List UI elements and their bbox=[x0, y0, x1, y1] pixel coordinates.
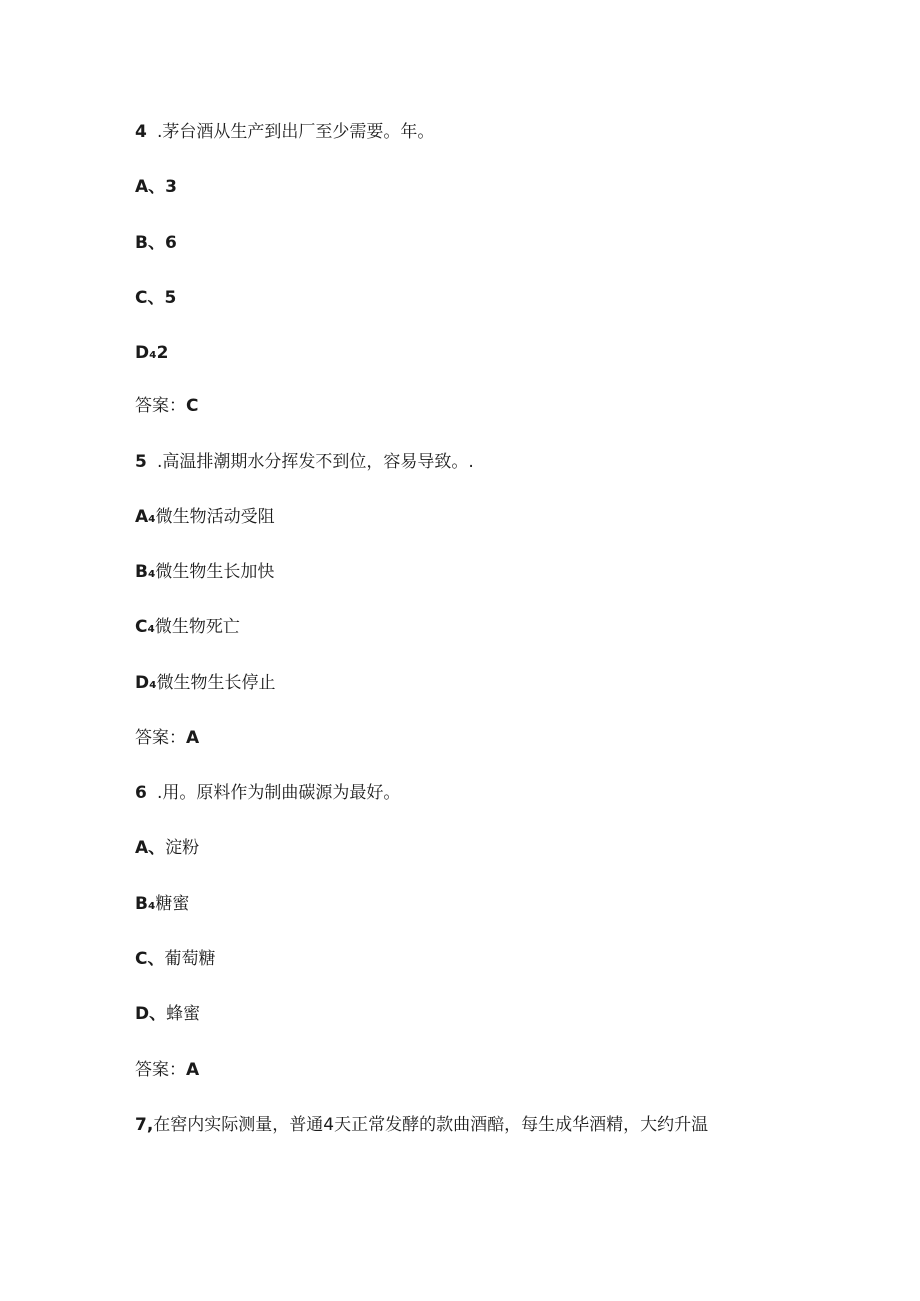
option-a bbox=[135, 176, 177, 198]
option-label: A、 bbox=[135, 177, 166, 197]
option-label: B、 bbox=[135, 233, 165, 253]
option-label: A、 bbox=[135, 838, 166, 858]
option-text: 5 bbox=[164, 288, 177, 308]
answer-line bbox=[135, 727, 199, 749]
question-text: 在窖内实际测量，普通4天正常发酵的款曲酒醅，每生成华酒精，大约升温 bbox=[153, 1115, 709, 1135]
option-text: 微生物活动受阻 bbox=[155, 507, 275, 527]
answer-value: A bbox=[186, 728, 200, 748]
option-label: D₄ bbox=[135, 673, 157, 693]
option-text: 糖蜜 bbox=[155, 894, 190, 914]
option-c bbox=[135, 948, 215, 970]
question-4 bbox=[135, 121, 434, 143]
option-b bbox=[135, 232, 177, 254]
question-5 bbox=[135, 451, 474, 473]
answer-value: C bbox=[186, 396, 199, 416]
option-d bbox=[135, 672, 276, 694]
option-text: 葡萄糖 bbox=[164, 949, 216, 969]
option-text: 微生物生长加快 bbox=[155, 562, 275, 582]
answer-line bbox=[135, 395, 198, 417]
question-number: 4 bbox=[135, 122, 147, 142]
question-text: .高温排潮期水分挥发不到位，容易导致。. bbox=[157, 452, 474, 472]
option-label: A₄ bbox=[135, 507, 156, 527]
option-label: D₄ bbox=[135, 343, 157, 363]
question-text: .用。原料作为制曲碳源为最好。 bbox=[157, 783, 401, 803]
question-number: 6 bbox=[135, 783, 147, 803]
answer-label: 答案： bbox=[135, 396, 186, 416]
option-c bbox=[135, 616, 240, 638]
option-c bbox=[135, 287, 176, 309]
question-7 bbox=[135, 1114, 708, 1136]
option-b bbox=[135, 561, 274, 583]
option-text: 微生物死亡 bbox=[154, 617, 240, 637]
option-label: C、 bbox=[135, 288, 165, 308]
option-b bbox=[135, 893, 189, 915]
question-6 bbox=[135, 782, 400, 804]
option-d bbox=[135, 342, 168, 364]
option-d bbox=[135, 1003, 200, 1025]
option-text: 蜂蜜 bbox=[166, 1004, 201, 1024]
option-text: 微生物生长停止 bbox=[156, 673, 276, 693]
option-label: D、 bbox=[135, 1004, 167, 1024]
question-number: 7, bbox=[135, 1115, 154, 1135]
question-number: 5 bbox=[135, 452, 147, 472]
option-text: 3 bbox=[165, 177, 178, 197]
answer-label: 答案： bbox=[135, 1060, 186, 1080]
answer-line bbox=[135, 1059, 199, 1081]
option-label: C、 bbox=[135, 949, 165, 969]
option-text: 6 bbox=[164, 233, 177, 253]
answer-label: 答案： bbox=[135, 728, 186, 748]
option-text: 淀粉 bbox=[165, 838, 200, 858]
option-text: 2 bbox=[156, 343, 169, 363]
answer-value: A bbox=[186, 1060, 200, 1080]
question-text: .茅台酒从生产到出厂至少需要。年。 bbox=[157, 122, 435, 142]
option-label: B₄ bbox=[135, 894, 156, 914]
option-a bbox=[135, 506, 275, 528]
option-label: B₄ bbox=[135, 562, 156, 582]
option-label: C₄ bbox=[135, 617, 155, 637]
option-a bbox=[135, 837, 199, 859]
